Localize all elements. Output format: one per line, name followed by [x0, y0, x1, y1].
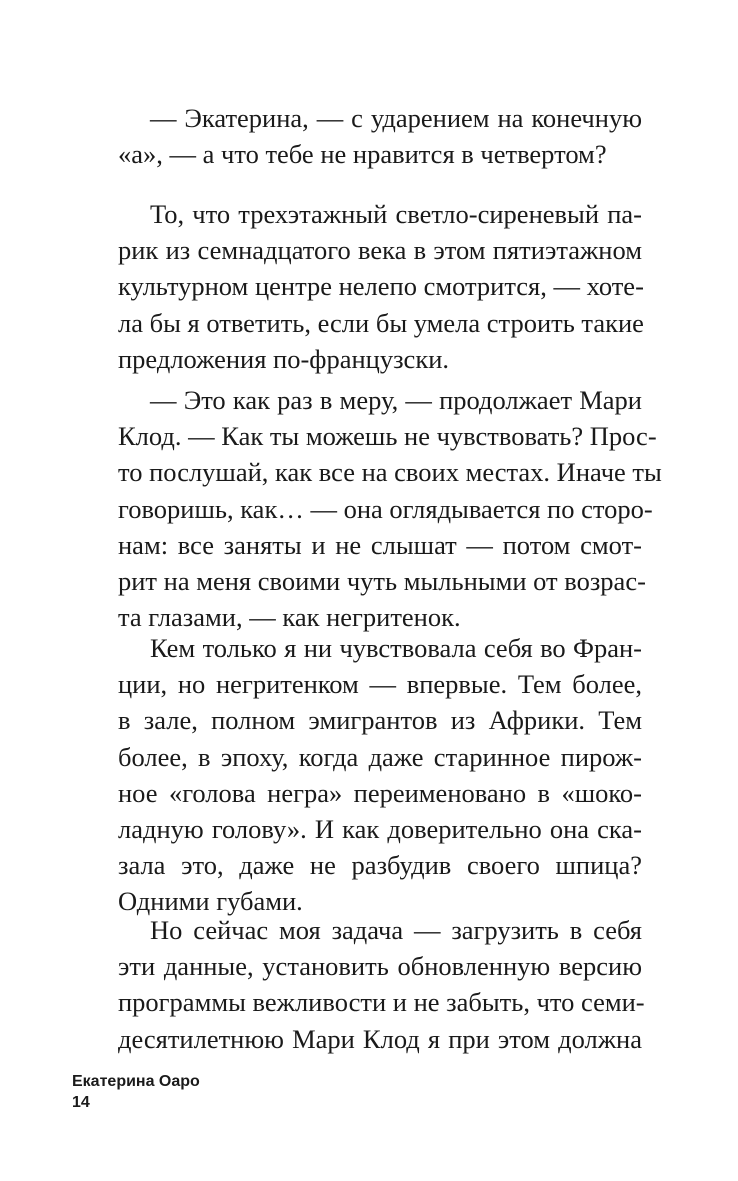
running-footer-author: Екатерина Оаро	[72, 1073, 200, 1090]
text-line: рит на меня своими чуть мыльными от возрас-	[118, 566, 646, 597]
text-line: нам: все заняты и не слышат — потом смот-	[118, 529, 642, 560]
text-line: ное «голова негра» переименовано в «шоко-	[118, 777, 642, 808]
paragraph-2	[118, 196, 642, 377]
paragraph-4	[118, 630, 642, 920]
text-line: — Это как раз в меру, — продолжает Мари	[150, 385, 642, 415]
text-line: та глазами, — как негритенок.	[118, 602, 461, 633]
text-line: Клод. — Как ты можешь не чувствовать? Прос-	[118, 421, 657, 452]
page-number: 14	[72, 1094, 90, 1111]
text-line: ла бы я ответить, если бы умела строить такие	[118, 307, 644, 338]
paragraph-3	[118, 382, 662, 635]
paragraph-1	[118, 100, 642, 172]
text-line: То, что трехэтажный светло-сиреневый па-	[150, 199, 642, 229]
text-line: говоришь, как… — она оглядывается по сторо-	[118, 493, 653, 524]
text-line: в зале, полном эмигрантов из Африки. Тем	[118, 705, 642, 736]
text-line: — Экатерина, — с ударением на конечную	[150, 103, 642, 133]
paragraph-5	[118, 912, 645, 1057]
text-line: предложения по-французски.	[118, 343, 450, 374]
text-line: «а», — а что тебе не нравится в четвертом?	[118, 139, 607, 170]
text-line: ции, но негритенком — впервые. Тем более,	[118, 669, 642, 700]
text-line: культурном центре нелепо смотрится, — хоте-	[118, 271, 644, 302]
text-line: рик из семнадцатого века в этом пятиэтажном	[118, 235, 642, 266]
text-line: десятилетнюю Мари Клод я при этом должна	[118, 1023, 642, 1054]
text-line: ладную голову». И как доверительно она ска-	[118, 814, 642, 845]
text-line: эти данные, установить обновленную версию	[118, 951, 642, 982]
text-line: то послушай, как все на своих местах. Иначе ты	[118, 457, 662, 488]
text-line: Одними губами.	[118, 886, 303, 917]
text-line: Но сейчас моя задача — загрузить в себя	[150, 915, 642, 945]
text-line: Кем только я ни чувствовала себя во Фран-	[150, 633, 642, 663]
text-line: зала это, даже не разбудив своего шпица?	[118, 850, 642, 881]
text-line: более, в эпоху, когда даже старинное пирож-	[118, 741, 642, 772]
text-line: программы вежливости и не забыть, что семи-	[118, 987, 645, 1018]
